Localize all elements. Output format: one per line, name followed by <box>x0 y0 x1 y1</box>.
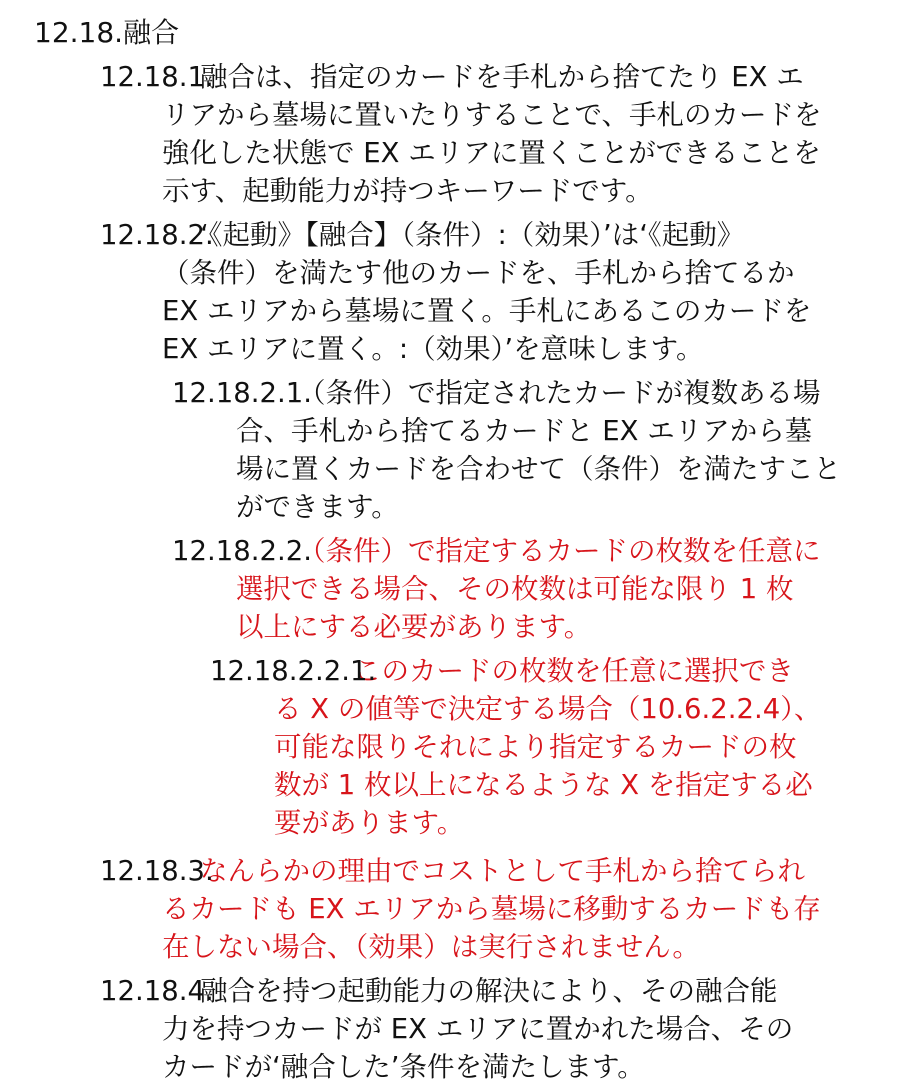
rule-line: 在しない場合、（効果）は実行されません。 <box>162 931 700 963</box>
rule-number: 12.18.2.1. <box>172 377 312 409</box>
rule-12-18-2-2-1 <box>210 652 890 842</box>
rule-line: 可能な限りそれにより指定するカードの枚 <box>274 731 797 763</box>
rule-line: EX エリアに置く。:（効果）’を意味します。 <box>162 333 704 365</box>
section-number: 12.18. <box>34 16 124 49</box>
rule-number: 12.18.3. <box>100 855 214 887</box>
rule-line: 融合を持つ起動能力の解決により、その融合能 <box>200 975 778 1007</box>
rule-line: るカードも EX エリアから墓場に移動するカードも存 <box>162 893 821 925</box>
rule-text <box>200 58 860 96</box>
rule-line: ができます。 <box>236 491 399 523</box>
rule-12-18-2 <box>100 216 860 368</box>
rule-line: 示す、起動能力が持つキーワードです。 <box>162 175 653 207</box>
rule-text-continued <box>274 690 890 842</box>
rule-line: なんらかの理由でコストとして手札から捨てられ <box>200 855 805 887</box>
rule-text <box>200 852 860 890</box>
rule-line: 選択できる場合、その枚数は可能な限り 1 枚 <box>236 573 794 605</box>
rule-text-continued <box>162 254 860 368</box>
rule-text-continued <box>162 1010 860 1086</box>
rule-line: 合、手札から捨てるカードと EX エリアから墓 <box>236 415 813 447</box>
rule-line: 強化した状態で EX エリアに置くことができることを <box>162 137 821 169</box>
rule-line: EX エリアから墓場に置く。手札にあるこのカードを <box>162 295 812 327</box>
rule-number: 12.18.2.2. <box>172 535 312 567</box>
rule-12-18-1 <box>100 58 860 210</box>
rule-line: ‘《起動》【融合】（条件）:（効果）’は‘《起動》 <box>200 219 745 251</box>
rule-text-continued <box>162 890 860 966</box>
rule-line: 融合は、指定のカードを手札から捨てたり EX エ <box>200 61 804 93</box>
rule-line: 以上にする必要があります。 <box>236 611 592 643</box>
rule-text <box>200 972 860 1010</box>
rule-line: 要があります。 <box>274 807 465 839</box>
rule-text-continued <box>236 412 872 526</box>
rule-12-18-3 <box>100 852 860 966</box>
rule-text-continued <box>162 96 860 210</box>
rule-number: 12.18.4. <box>100 975 214 1007</box>
rule-text-continued <box>236 570 872 646</box>
section-heading <box>34 14 179 52</box>
rule-number: 12.18.2.2.1. <box>210 655 377 687</box>
rule-line: このカードの枚数を任意に選択でき <box>354 655 794 687</box>
rule-12-18-2-1 <box>172 374 872 526</box>
rule-line: （条件）で指定するカードの枚数を任意に <box>298 535 821 567</box>
rule-number: 12.18.1. <box>100 61 214 93</box>
rule-line: カードが‘融合した’条件を満たします。 <box>162 1051 645 1083</box>
rule-text <box>354 652 890 690</box>
rule-text <box>298 532 872 570</box>
rule-line: 力を持つカードが EX エリアに置かれた場合、その <box>162 1013 794 1045</box>
rule-text <box>298 374 872 412</box>
rule-line: る X の値等で決定する場合（10.6.2.2.4）、 <box>274 693 822 725</box>
rule-line: （条件）で指定されたカードが複数ある場 <box>298 377 821 409</box>
rule-12-18-2-2 <box>172 532 872 646</box>
rule-line: 場に置くカードを合わせて（条件）を満たすこと <box>236 453 841 485</box>
rule-line: リアから墓場に置いたりすることで、手札のカードを <box>162 99 822 131</box>
rule-12-18-4 <box>100 972 860 1086</box>
rule-line: 数が 1 枚以上になるような X を指定する必 <box>274 769 813 801</box>
rule-text <box>200 216 860 254</box>
rule-number: 12.18.2. <box>100 219 214 251</box>
section-title: 融合 <box>123 16 180 49</box>
rule-line: （条件）を満たす他のカードを、手札から捨てるか <box>162 257 795 289</box>
